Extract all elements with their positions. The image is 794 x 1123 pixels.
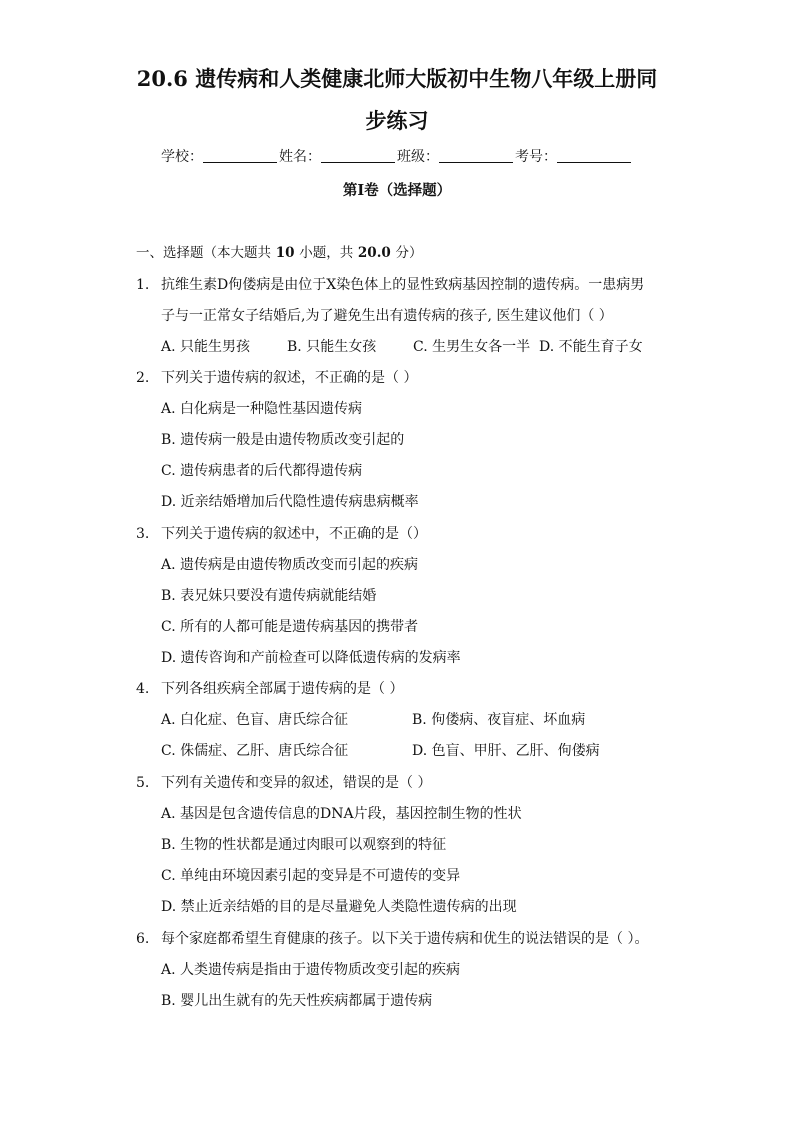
- exam-no-label: 考号：: [515, 149, 557, 165]
- question-1-option-d: D. 不能生育子女: [539, 339, 643, 355]
- document-title-line-1: 20.6 遗传病和人类健康北师大版初中生物八年级上册同: [136, 66, 658, 91]
- question-3-text: 下列关于遗传病的叙述中，不正确的是（）: [161, 526, 427, 542]
- question-1-text-line-1: 抗维生素D佝偻病是由位于X染色体上的显性致病基因控制的遗传病。一患病男: [161, 277, 645, 293]
- question-1-number: 1.: [136, 277, 150, 293]
- question-2-text: 下列关于遗传病的叙述，不正确的是（ ）: [161, 370, 418, 386]
- part-heading-middle: 小题，共: [299, 245, 354, 261]
- question-2-option-b: B. 遗传病一般是由遗传物质改变引起的: [161, 432, 405, 448]
- question-2-option-d: D. 近亲结婚增加后代隐性遗传病患病概率: [161, 494, 419, 510]
- question-5-option-c: C. 单纯由环境因素引起的变异是不可遗传的变异: [161, 868, 461, 884]
- question-5-option-d: D. 禁止近亲结婚的目的是尽量避免人类隐性遗传病的出现: [161, 899, 517, 915]
- question-3-option-d: D. 遗传咨询和产前检查可以降低遗传病的发病率: [161, 650, 461, 666]
- class-blank: [439, 148, 513, 163]
- question-5-option-a: A. 基因是包含遗传信息的DNA片段，基因控制生物的性状: [161, 806, 522, 822]
- part-heading-prefix: 一、选择题（本大题共: [136, 245, 271, 261]
- question-3-option-c: C. 所有的人都可能是遗传病基因的携带者: [161, 619, 419, 635]
- question-4-option-a: A. 白化症、色盲、唐氏综合征: [161, 712, 349, 728]
- question-5-number: 5.: [136, 775, 150, 791]
- question-1-option-b: B. 只能生女孩: [287, 339, 377, 355]
- part-score: 20.0: [357, 245, 391, 261]
- question-6-number: 6.: [136, 931, 150, 947]
- part-heading-suffix: 分）: [395, 245, 423, 261]
- question-1-option-c: C. 生男生女各一半: [413, 339, 531, 355]
- name-label: 姓名：: [279, 149, 321, 165]
- question-3-option-a: A. 遗传病是由遗传物质改变而引起的疾病: [161, 557, 419, 573]
- question-6-text: 每个家庭都希望生育健康的孩子。以下关于遗传病和优生的说法错误的是（ ）。: [161, 931, 649, 947]
- question-4-text: 下列各组疾病全部属于遗传病的是（ ）: [161, 681, 404, 697]
- student-info-row: [0, 146, 794, 168]
- question-2-option-a: A. 白化病是一种隐性基因遗传病: [161, 401, 363, 417]
- exam-no-blank: [557, 148, 631, 163]
- name-blank: [321, 148, 395, 163]
- question-4-option-b: B. 佝偻病、夜盲症、坏血病: [412, 712, 586, 728]
- section-title: 第I卷（选择题）: [342, 182, 452, 199]
- class-label: 班级：: [397, 149, 439, 165]
- part-heading: [136, 242, 423, 264]
- school-blank: [203, 148, 277, 163]
- question-4-option-c: C. 侏儒症、乙肝、唐氏综合征: [161, 743, 349, 759]
- question-3-number: 3.: [136, 526, 150, 542]
- document-title-line-2: 步练习: [365, 108, 429, 133]
- question-2-number: 2.: [136, 370, 150, 386]
- school-label: 学校：: [161, 149, 203, 165]
- question-6-option-a: A. 人类遗传病是指由于遗传物质改变引起的疾病: [161, 962, 461, 978]
- question-1-text-line-2: 子与一正常女子结婚后,为了避免生出有遗传病的孩子, 医生建议他们（ ）: [161, 308, 613, 324]
- part-question-count: 10: [275, 245, 295, 261]
- question-5-option-b: B. 生物的性状都是通过肉眼可以观察到的特征: [161, 837, 447, 853]
- question-4-number: 4.: [136, 681, 150, 697]
- question-6-option-b: B. 婴儿出生就有的先天性疾病都属于遗传病: [161, 993, 433, 1009]
- question-1-option-a: A. 只能生男孩: [161, 339, 251, 355]
- question-4-option-d: D. 色盲、甲肝、乙肝、佝偻病: [412, 743, 600, 759]
- question-5-text: 下列有关遗传和变异的叙述，错误的是（ ）: [161, 775, 432, 791]
- question-3-option-b: B. 表兄妹只要没有遗传病就能结婚: [161, 588, 377, 604]
- question-2-option-c: C. 遗传病患者的后代都得遗传病: [161, 463, 363, 479]
